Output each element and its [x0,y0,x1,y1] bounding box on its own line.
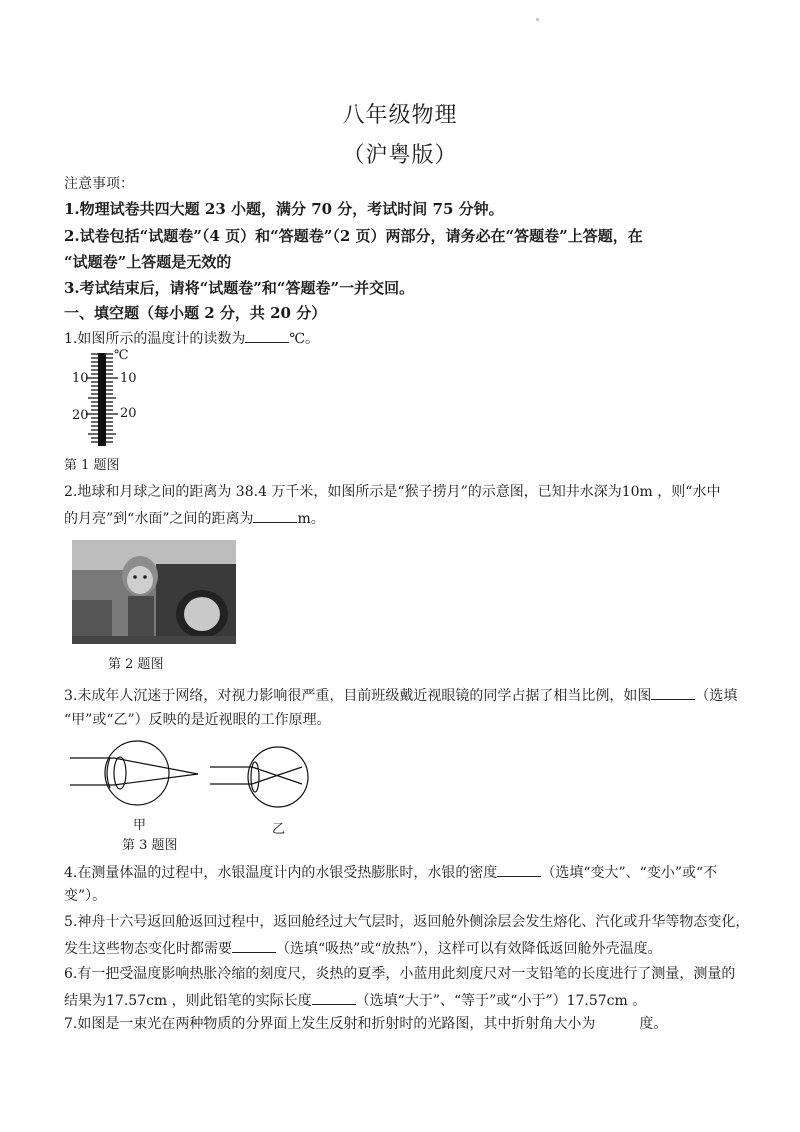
notice-item-2-cont: “试题卷”上答题是无效的 [64,253,232,271]
page-title: 八年级物理 [342,103,458,128]
question-3-line-2: “甲”或“乙”）反映的是近视眼的工作原理。 [64,712,331,728]
answer-blank-6[interactable] [312,990,356,1005]
question-6-line-1: 6.有一把受温度影响热胀冷缩的刻度尺，炎热的夏季，小蓝用此刻度尺对一支铅笔的长度进行了测量，测量的 [64,966,736,982]
question-6-line-2: 结果为17.57cm ，则此铅笔的实际长度 （选填“大于”、“等于”或“小于”）17.57cm 。 [64,990,646,1011]
scan-mark [536,18,539,21]
question-4-line-2: 变”）。 [64,888,107,904]
notice-heading: 注意事项： [64,176,134,192]
answer-blank-1[interactable] [245,328,289,343]
answer-blank-3[interactable] [651,685,695,700]
answer-blank-5[interactable] [232,938,276,953]
question-2-line-2: 的月亮”到“水面”之间的距离为 m。 [64,508,325,529]
question-1: 1.如图所示的温度计的读数为 ℃。 [64,328,319,349]
notice-item-3: 3.考试结束后，请将“试题卷”和“答题卷”一并交回。 [64,279,415,297]
section-title: 一、填空题（每小题 2 分，共 20 分） [64,304,327,322]
notice-item-1: 1.物理试卷共四大题 23 小题，满分 70 分，考试时间 75 分钟。 [64,200,504,218]
label-jia: 甲 [133,818,147,833]
question-5-line-2: 发生这些物态变化时都需要 （选填“吸热”或“放热”），这样可以有效降低返回舱外壳温度。 [64,938,662,959]
answer-blank-2[interactable] [253,508,297,523]
right-label-20: 20 [120,406,137,421]
notice-item-2: 2.试卷包括“试题卷”（4 页）和“答题卷”（2 页）两部分，请务必在“答题卷”上答题，在 [64,227,643,245]
answer-blank-4[interactable] [497,862,541,877]
figure-2-caption: 第 2 题图 [108,657,164,672]
right-label-10: 10 [120,371,137,386]
question-5-line-1: 5.神舟十六号返回舱返回过程中，返回舱经过大气层时，返回舱外侧涂层会发生熔化、汽化或升华等物态变化， [64,914,750,930]
left-label-20: 20 [72,408,89,423]
question-4-line-1: 4.在测量体温的过程中，水银温度计内的水银受热膨胀时，水银的密度 （选填“变大”、“变小”或“不 [64,862,717,883]
monkey-moon-image [72,540,236,644]
thermometer-figure [70,350,140,450]
left-label-10: 10 [72,371,89,386]
figure-1-caption: 第 1 题图 [64,458,120,473]
question-2-line-1: 2.地球和月球之间的距离为 38.4 万千米，如图所示是“猴子捞月”的示意图，已知井水深为10m ，则“水中 [64,484,721,500]
eye-diagrams [70,738,310,818]
question-3-line-1: 3.未成年人沉迷于网络，对视力影响很严重，目前班级戴近视眼镜的同学占据了相当比例，如图 （选填 [64,685,737,706]
figure-3-caption: 第 3 题图 [122,838,178,853]
question-7: 7.如图是一束光在两种物质的分界面上发生反射和折射时的光路图，其中折射角大小为 度。 [64,1016,668,1032]
answer-blank-7[interactable] [595,1014,639,1028]
label-yi: 乙 [272,822,286,837]
unit-label: ℃ [114,348,129,363]
page-subtitle: （沪粤版） [342,143,458,168]
